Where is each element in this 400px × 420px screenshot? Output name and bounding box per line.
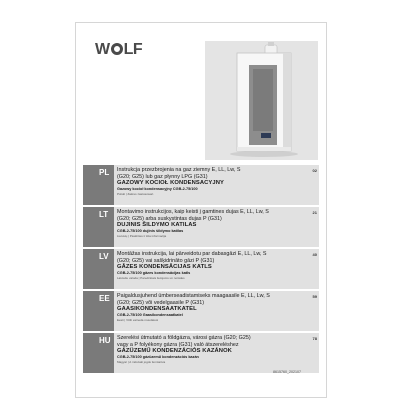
section-text bbox=[117, 209, 305, 238]
language-note: Polski | Zakres zastosowań bbox=[117, 192, 154, 197]
document-number: 8615760_202107 bbox=[273, 370, 301, 374]
brand-logo bbox=[95, 42, 142, 58]
language-section-lv[interactable] bbox=[83, 249, 319, 289]
section-text bbox=[117, 251, 305, 280]
page-number: 21 bbox=[312, 210, 317, 215]
model-name: CGB-2-75/100 Gaasikondensaatkatel bbox=[117, 313, 183, 318]
instruction-title-line-2: vagy a P folyékony gázra (G31) való átszereléshez bbox=[117, 341, 239, 348]
instruction-title-line-1: Instrukcja przezbrojenia na gaz ziemny E, LL, Lw, S bbox=[117, 167, 241, 173]
section-text bbox=[117, 167, 305, 196]
instruction-title-line-2: (G20; G25) või vedelgaasile P (G31) bbox=[117, 299, 205, 306]
language-section-ee[interactable] bbox=[83, 291, 319, 331]
page-number: 40 bbox=[312, 252, 317, 257]
page-number: 78 bbox=[312, 336, 317, 341]
model-name: Gazowy kocioł kondensacyjny CGB-2-75/100 bbox=[117, 187, 198, 192]
language-note: Magyar | A műszaki jogok fenntartva bbox=[117, 360, 166, 365]
language-code: HU bbox=[83, 333, 114, 373]
logo-wordmark: W LF bbox=[95, 41, 143, 58]
section-text bbox=[117, 335, 305, 364]
instruction-title-line-1: Szerelési útmutató a földgázra, városi gázra (G20; G25) bbox=[117, 335, 251, 341]
gas-boiler-illustration bbox=[205, 41, 318, 160]
language-note: Latviešu valoda | Paredzētais lietojums un norādes bbox=[117, 276, 185, 281]
language-note: Lietuvių | Paskirties ir kita informacija bbox=[117, 234, 167, 239]
language-section-hu[interactable] bbox=[83, 333, 319, 373]
language-code: LV bbox=[83, 249, 114, 289]
language-section-list bbox=[83, 165, 319, 375]
product-heading: GAASIKONDENSAATKATEL bbox=[117, 306, 197, 313]
language-code: PL bbox=[83, 165, 114, 205]
boiler-product-image bbox=[205, 41, 318, 160]
instruction-title-line-1: Montāžas instrukcija, lai pārveidotu par dabasgāzi E, LL, Lw, S bbox=[117, 251, 267, 257]
product-heading: GAZOWY KOCIOŁ KONDENSACYJNY bbox=[117, 180, 224, 187]
instruction-title-line-1: Paigaldusjuhend ümberseadistamiseks maagaasile E, LL, Lw, S bbox=[117, 293, 270, 299]
page-number: 02 bbox=[312, 168, 317, 173]
instruction-title-line-2: (G20; G25) arba suskystintas dujas P (G31) bbox=[117, 215, 222, 222]
page-number: 59 bbox=[312, 294, 317, 299]
model-name: CGB-2-75/100 gāzes kondensācijas katls bbox=[117, 271, 191, 276]
language-note: Eesti | Võib esineda muudatusi bbox=[117, 318, 159, 323]
product-heading: GĀZES KONDENSĀCIJAS KATLS bbox=[117, 264, 212, 271]
language-code: LT bbox=[83, 207, 114, 247]
instruction-title-line-2: (G20; G25) vai sašķidrināto gāzi P (G31) bbox=[117, 257, 215, 264]
instruction-title-line-2: (G20; G25) lub gaz płynny LPG (G31) bbox=[117, 173, 208, 180]
language-code: EE bbox=[83, 291, 114, 331]
language-section-lt[interactable] bbox=[83, 207, 319, 247]
model-name: CGB-2-75/100 dujinis šildymo katilas bbox=[117, 229, 184, 234]
section-text bbox=[117, 293, 305, 322]
instruction-title-line-1: Montavimo instrukcijos, kaip keisti į gamtines dujas E, LL, Lw, S bbox=[117, 209, 269, 215]
language-section-pl[interactable] bbox=[83, 165, 319, 205]
model-name: CGB-2-75/100 gázüzemű kondenzációs kazán bbox=[117, 355, 199, 360]
product-heading: GÁZÜZEMŰ KONDENZÁCIÓS KAZÁNOK bbox=[117, 348, 232, 355]
product-heading: DUJINIS ŠILDYMO KATILAS bbox=[117, 222, 197, 229]
